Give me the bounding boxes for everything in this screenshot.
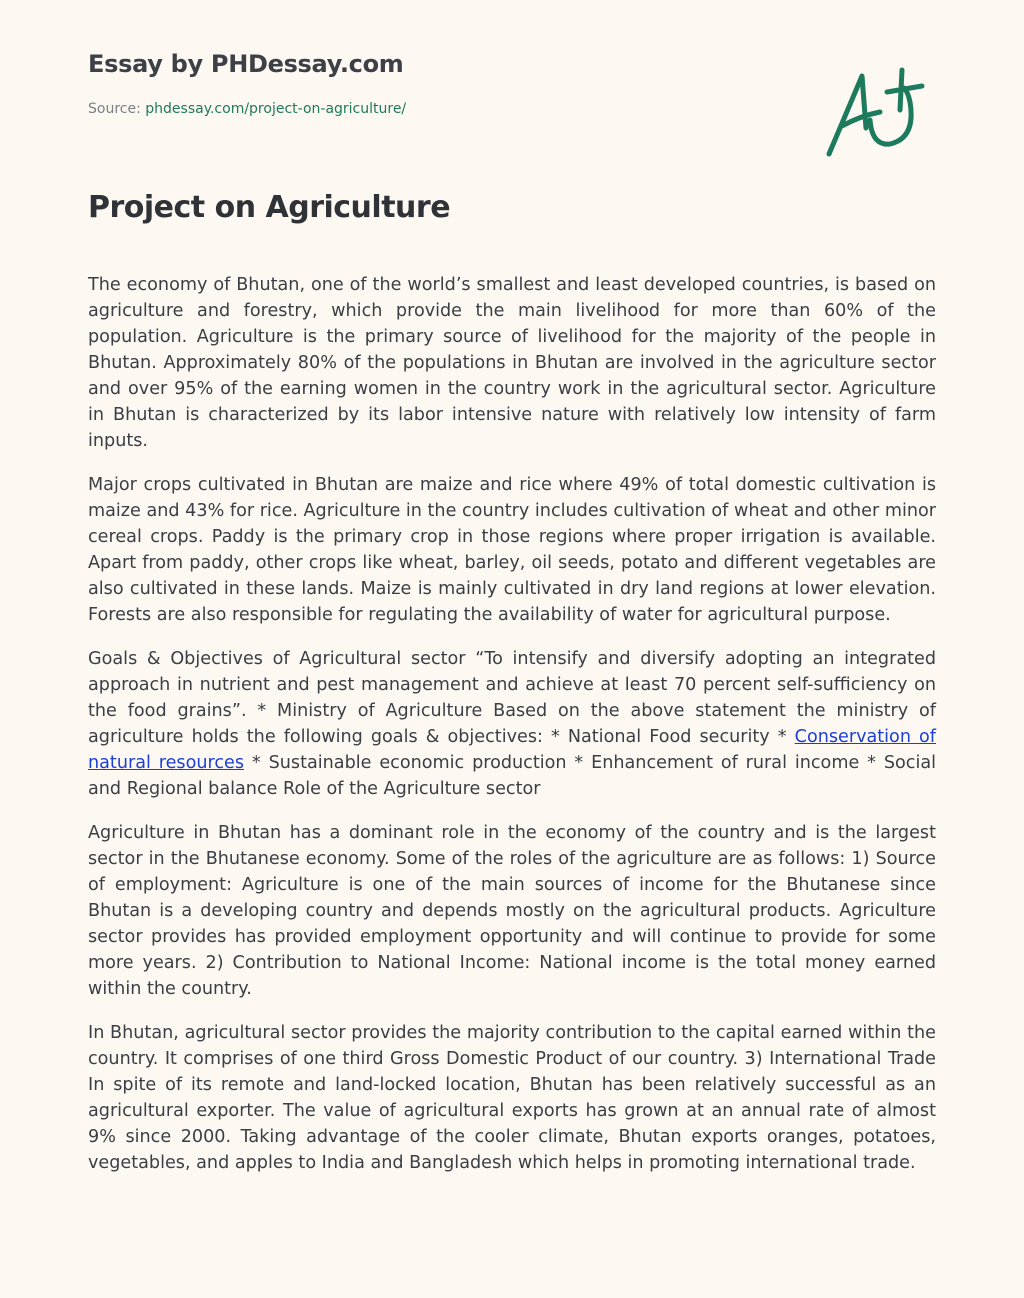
paragraph bbox=[88, 646, 936, 802]
page-title: Project on Agriculture bbox=[88, 190, 451, 225]
source-link[interactable]: phdessay.com/project-on-agriculture/ bbox=[145, 101, 407, 117]
paragraph: Major crops cultivated in Bhutan are maize and rice where 49% of total domestic cultivation is maize and 43% for rice. Agriculture in the country includes cultivation of wheat and other minor cereal crops. Paddy is the primary crop in those regions where proper irrigation is available. Apart from paddy, other crops like wheat, barley, oil seeds, potato and different vegetables are also cultivated in these lands. Maize is mainly cultivated in dry land regions at lower elevation. Forests are also responsible for regulating the availability of water for agricultural purpose. bbox=[88, 475, 936, 625]
essay-body bbox=[88, 272, 936, 1194]
paragraph: In Bhutan, agricultural sector provides the majority contribution to the capital earned within the country. It comprises of one third Gross Domestic Product of our country. 3) International Trade In spite of its remote and land-locked location, Bhutan has been relatively successful as an agricultural exporter. The value of agricultural exports has grown at an annual rate of almost 9% since 2000. Taking advantage of the cooler climate, Bhutan exports oranges, potatoes, vegetables, and apples to India and Bangladesh which helps in promoting international trade. bbox=[88, 1023, 936, 1173]
paragraph-text: * Sustainable economic production * Enhancement of rural income * Social and Regional balance Role of the Agriculture sector bbox=[88, 753, 936, 799]
paragraph: The economy of Bhutan, one of the world’s smallest and least developed countries, is based on agriculture and forestry, which provide the main livelihood for more than 60% of the population. Agriculture is the primary source of livelihood for the majority of the people in Bhutan. Approximately 80% of the populations in Bhutan are involved in the agriculture sector and over 95% of the earning women in the country work in the agricultural sector. Agriculture in Bhutan is characterized by its labor intensive nature with relatively low intensity of farm inputs. bbox=[88, 275, 936, 451]
paragraph-text: Goals & Objectives of Agricultural sector “To intensify and diversify adopting an integrated approach in nutrient and pest management and achieve at least 70 percent self-sufficiency on the food grains”. * Ministry of Agriculture Based on the above statement the ministry of agriculture holds the following goals & objectives: * National Food security * bbox=[88, 649, 936, 747]
site-brand: Essay by PHDessay.com bbox=[88, 50, 404, 78]
a-plus-logo-icon bbox=[820, 62, 930, 162]
source-line bbox=[88, 101, 406, 117]
paragraph: Agriculture in Bhutan has a dominant role in the economy of the country and is the largest sector in the Bhutanese economy. Some of the roles of the agriculture are as follows: 1) Source of employment: Agriculture is one of the main sources of income for the Bhutanese since Bhutan is a developing country and depends mostly on the agricultural products. Agriculture sector provides has provided employment opportunity and will continue to provide for some more years. 2) Contribution to National Income: National income is the total money earned within the country. bbox=[88, 823, 936, 999]
conservation-link[interactable]: Conservation of natural resources bbox=[88, 727, 936, 773]
source-label: Source: bbox=[88, 101, 141, 117]
